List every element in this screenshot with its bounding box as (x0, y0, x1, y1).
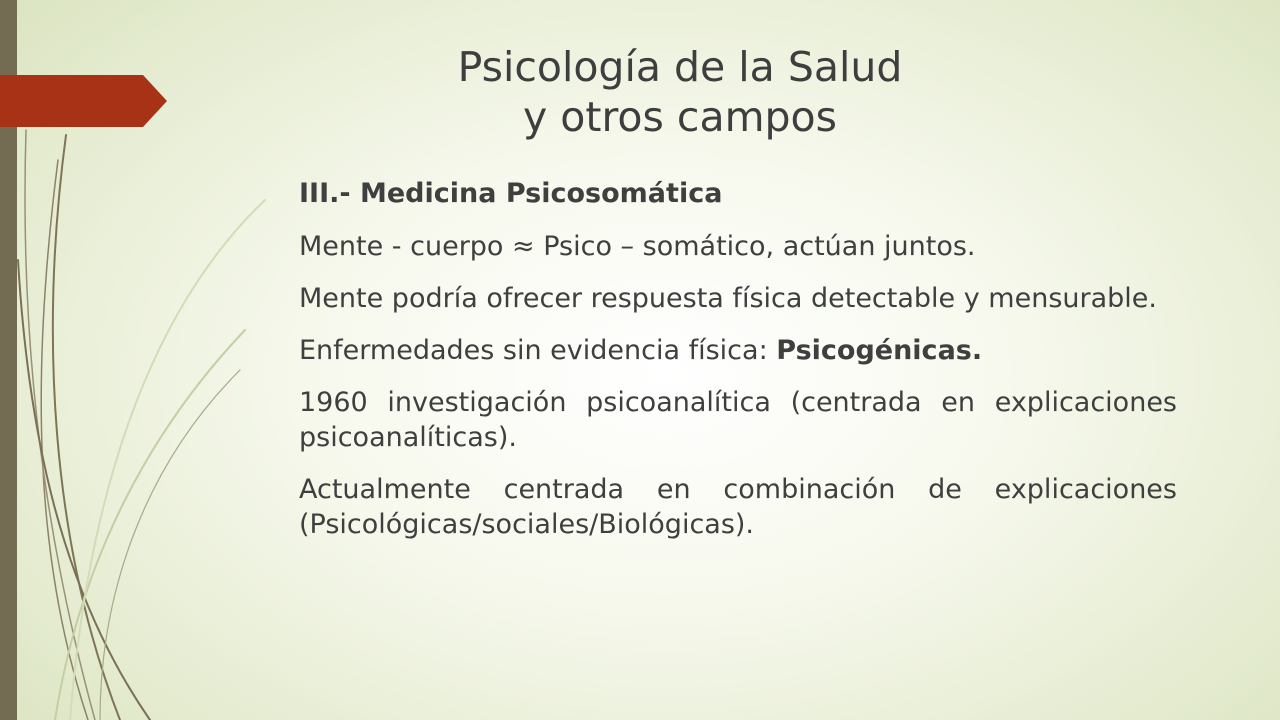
slide-title-line-1: Psicología de la Salud (457, 43, 903, 91)
paragraph-physical-response: Mente podría ofrecer respuesta física detectable y mensurable. (299, 283, 1157, 314)
psychogenic-term: Psicogénicas. (776, 335, 983, 366)
slide-content (299, 176, 1177, 559)
paragraph-1960-research: 1960 investigación psicoanalítica (centrada en explicaciones psicoanalíticas). (299, 387, 1177, 453)
decor-stroke-3 (25, 130, 95, 720)
decor-stroke-2 (41, 160, 88, 720)
section-heading: III.- Medicina Psicosomática (299, 178, 723, 209)
paragraph-mind-body: Mente - cuerpo ≈ Psico – somático, actúan juntos. (299, 231, 976, 262)
title-arrow-tab (0, 75, 167, 127)
paragraph-current-approach: Actualmente centrada en combinación de explicaciones (Psicológicas/sociales/Biológicas). (299, 474, 1177, 540)
slide-title (360, 42, 1000, 142)
decor-stroke-5 (55, 330, 245, 720)
decor-stroke-6 (70, 200, 265, 720)
slide-title-line-2: y otros campos (523, 93, 837, 141)
paragraph-psychogenic (299, 333, 1177, 368)
decor-stroke-1 (53, 135, 120, 720)
psychogenic-prefix: Enfermedades sin evidencia física: (299, 335, 777, 366)
